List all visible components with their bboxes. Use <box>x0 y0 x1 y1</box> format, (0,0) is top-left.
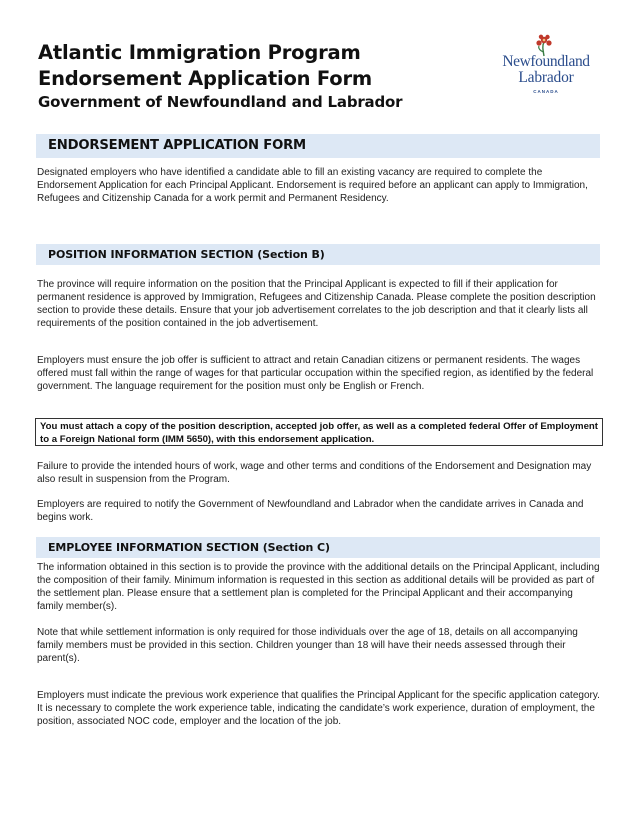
section-c-heading-band <box>36 537 600 558</box>
logo-text-canada: CANADA <box>533 89 559 94</box>
section-c-paragraph-3: Employers must indicate the previous work experience that qualifies the Principal Applicant for the specific application category. It is necessary to complete the work experience table, indicating the candidate’s work experience, duration of employment, the position, associated NOC code, employer and the location of the job. <box>37 690 600 727</box>
main-heading: ENDORSEMENT APPLICATION FORM <box>48 138 306 153</box>
section-c-heading: EMPLOYEE INFORMATION SECTION (Section C) <box>48 541 330 554</box>
intro-paragraph: Designated employers who have identified a candidate able to fill an existing vacancy are required to complete the Endorsement Application for each Principal Applicant. Endorsement is required before an applicant can apply to Immigration, Refugees and Citizenship Canada for a work permit and Permanent Residency. <box>37 167 588 204</box>
section-c-paragraph-1: The information obtained in this section is to provide the province with the additional details on the Principal Applicant, including the composition of their family. Minimum information is requested in this section as additional details will be provided as part of the settlement plan. Please ensure that a settlement plan is completed for the Principal Applicant and their accompanying family member(s). <box>37 562 600 612</box>
logo-text-newfoundland: Newfoundland <box>502 53 590 70</box>
attachment-notice-text: You must attach a copy of the position description, accepted job offer, as well as a completed federal Offer of Employment to a Foreign National form (IMM 5650), with this endorsement application. <box>40 421 598 445</box>
title-line-2: Endorsement Application Form <box>38 67 372 90</box>
title-line-1: Atlantic Immigration Program <box>38 41 361 64</box>
nl-logo <box>486 34 606 100</box>
document-subtitle: Government of Newfoundland and Labrador <box>38 93 403 111</box>
document-title <box>38 40 458 92</box>
section-b-heading: POSITION INFORMATION SECTION (Section B) <box>48 248 325 261</box>
section-c-paragraph-2: Note that while settlement information is only required for those individuals over the age of 18, details on all accompanying family members must be provided in this section. Children younger than 18 will have their needs assessed through their parent(s). <box>37 627 578 664</box>
section-b-heading-band <box>36 244 600 265</box>
attachment-notice-box <box>35 418 603 446</box>
section-b-paragraph-4: Employers are required to notify the Government of Newfoundland and Labrador when the candidate arrives in Canada and begins work. <box>37 499 584 523</box>
section-b-paragraph-2: Employers must ensure the job offer is sufficient to attract and retain Canadian citizens or permanent residents. The wages offered must fall within the range of wages for that particular occupation within the specified region, as identified by the federal government. The language requirement for the position must only be English or French. <box>37 355 594 392</box>
section-b-paragraph-1: The province will require information on the position that the Principal Applicant is expected to fill if their application for permanent residence is approved by Immigration, Refugees and Citizenship Canada. Please complete the position description section to provide these details. Ensure that your job advertisement correlates to the job description and that it clearly lists all requirements of the position contained in the job advertisement. <box>37 279 596 329</box>
section-b-paragraph-3: Failure to provide the intended hours of work, wage and other terms and conditions of the Endorsement and Designation may also result in suspension from the Program. <box>37 461 592 485</box>
main-heading-band <box>36 134 600 158</box>
logo-text-labrador: Labrador <box>518 69 574 86</box>
